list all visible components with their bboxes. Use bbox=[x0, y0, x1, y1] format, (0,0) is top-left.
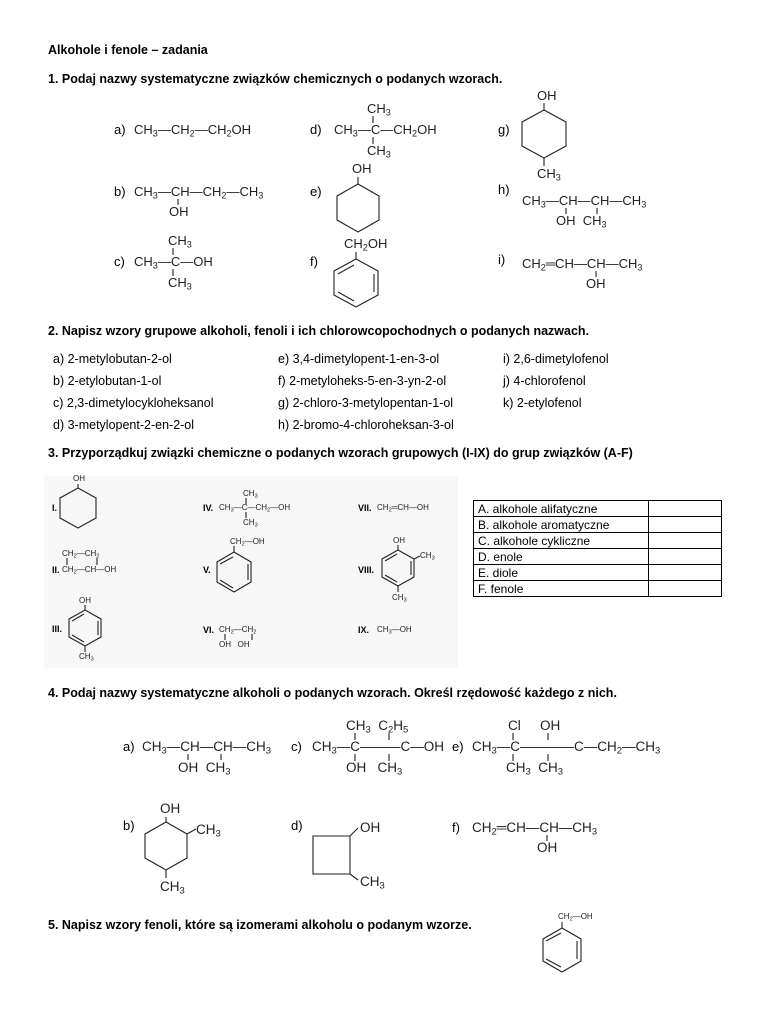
formula-4c-bottom: OH $CH_3$ bbox=[346, 760, 403, 778]
group-label: B. alkohole aromatyczne bbox=[474, 517, 649, 533]
formula-3VI: $CH_2—CH_2$ bbox=[219, 625, 257, 636]
formula-3VII: $CH_2═CH—OH$ bbox=[377, 503, 429, 514]
task1-letter-c: c) bbox=[114, 254, 125, 269]
formula-1h-subst: OH $CH_3$ bbox=[556, 213, 607, 230]
task2-item-e: e) 3,4-dimetylopent-1-en-3-ol bbox=[278, 352, 440, 366]
group-label: E. diole bbox=[474, 565, 649, 581]
task4-letter-a: a) bbox=[123, 739, 135, 754]
task3-numeral-V: V. bbox=[203, 565, 211, 575]
formula-4f: $CH_2═CH—CH—CH_3$ bbox=[472, 820, 598, 838]
answer-cell[interactable] bbox=[649, 581, 722, 597]
formula-1d-top: $CH_3$ bbox=[367, 101, 391, 118]
task1-letter-h: h) bbox=[498, 182, 510, 197]
formula-1d: $CH_3—C—CH_2OH$ bbox=[334, 122, 437, 139]
formula-1c: $CH_3—C—OH$ bbox=[134, 254, 213, 271]
task3-heading: 3. Przyporządkuj związki chemiczne o podanych wzorach grupowych (I-IX) do grup związków (A-F) bbox=[48, 446, 633, 460]
formula-4a-subst: OH $CH_3$ bbox=[178, 760, 231, 778]
formula-3VIII-ch3b: $CH_3$ bbox=[392, 593, 407, 604]
formula-1b: $CH_3—CH—CH_2—CH_3$ bbox=[134, 184, 264, 201]
task4-letter-c: c) bbox=[291, 739, 302, 754]
task3-numeral-II: II. bbox=[52, 565, 60, 575]
task3-groups-table bbox=[473, 500, 722, 597]
formula-4d-oh: OH bbox=[360, 820, 381, 835]
formula-1g-oh: OH bbox=[537, 88, 557, 103]
formula-4b-oh: OH bbox=[160, 801, 181, 816]
task1-letter-e: e) bbox=[310, 184, 322, 199]
task1-letter-g: g) bbox=[498, 122, 510, 137]
formula-3I-oh: OH bbox=[73, 474, 85, 483]
task2-item-d: d) 3-metylopent-2-en-2-ol bbox=[53, 418, 195, 432]
formula-3II-top: $CH_2—CH_2$ bbox=[62, 549, 100, 560]
formula-4b-ch3b: $CH_3$ bbox=[160, 879, 185, 897]
group-label: D. enole bbox=[474, 549, 649, 565]
formula-4e-oh: OH bbox=[540, 718, 561, 733]
table-row bbox=[474, 501, 722, 517]
task3-numeral-IV: IV. bbox=[203, 503, 214, 513]
task1-heading: 1. Podaj nazwy systematyczne związków chemicznych o podanych wzorach. bbox=[48, 72, 503, 86]
formula-3VIII-ch3a: $CH_3$ bbox=[420, 551, 435, 562]
formula-1h: $CH_3—CH—CH—CH_3$ bbox=[522, 193, 647, 210]
formula-4d-ch3: $CH_3$ bbox=[360, 874, 385, 892]
table-row bbox=[474, 549, 722, 565]
formula-3IV-top: $CH_3$ bbox=[243, 489, 258, 500]
table-row bbox=[474, 533, 722, 549]
task5-heading: 5. Napisz wzory fenoli, które są izomerami alkoholu o podanym wzorze. bbox=[48, 918, 472, 932]
formula-3V-ch2oh: $CH_2—OH$ bbox=[230, 537, 265, 548]
formula-4a: $CH_3—CH—CH—CH_3$ bbox=[142, 739, 271, 757]
task2-item-g: g) 2-chloro-3-metylopentan-1-ol bbox=[278, 396, 454, 410]
group-label: F. fenole bbox=[474, 581, 649, 597]
table-row bbox=[474, 565, 722, 581]
formula-1b-oh: OH bbox=[169, 204, 189, 219]
page-title: Alkohole i fenole – zadania bbox=[48, 43, 208, 57]
formula-1d-bottom: $CH_3$ bbox=[367, 143, 391, 160]
task4-letter-e: e) bbox=[452, 739, 464, 754]
task4-heading: 4. Podaj nazwy systematyczne alkoholi o podanych wzorach. Określ rzędowość każdego z nich. bbox=[48, 686, 617, 700]
task1-letter-a: a) bbox=[114, 122, 126, 137]
task2-item-k: k) 2-etylofenol bbox=[503, 396, 582, 410]
task1-letter-b: b) bbox=[114, 184, 126, 199]
formula-4f-oh: OH bbox=[537, 840, 558, 855]
formula-1c-bottom: $CH_3$ bbox=[168, 275, 192, 292]
task4-letter-d: d) bbox=[291, 818, 303, 833]
formula-1e-oh: OH bbox=[352, 161, 372, 176]
formula-3III-ch3: $CH_3$ bbox=[79, 652, 94, 663]
task2-item-b: b) 2-etylobutan-1-ol bbox=[53, 374, 162, 388]
task3-numeral-VIII: VIII. bbox=[358, 565, 375, 575]
task1-letter-i: i) bbox=[498, 252, 506, 267]
answer-cell[interactable] bbox=[649, 533, 722, 549]
group-label: C. alkohole cykliczne bbox=[474, 533, 649, 549]
formula-4e: $CH_3—C————C—CH_2—CH_3$ bbox=[472, 739, 661, 757]
task2-item-h: h) 2-bromo-4-chloroheksan-3-ol bbox=[278, 418, 454, 432]
formula-5-ch2oh: $CH_2—OH$ bbox=[558, 912, 593, 923]
formula-1c-top: $CH_3$ bbox=[168, 233, 192, 250]
task3-numeral-VII: VII. bbox=[358, 503, 372, 513]
task3-numeral-VI: VI. bbox=[203, 625, 215, 635]
task2-item-j: j) 4-chlorofenol bbox=[503, 374, 586, 388]
table-row bbox=[474, 581, 722, 597]
formula-3II-bottom: $CH_2—CH—OH$ bbox=[62, 565, 117, 576]
task3-numeral-IX: IX. bbox=[358, 625, 370, 635]
task1-letter-f: f) bbox=[310, 254, 318, 269]
formula-3IX: $CH_3—OH$ bbox=[377, 625, 412, 636]
task2-heading: 2. Napisz wzory grupowe alkoholi, fenoli i ich chlorowcopochodnych o podanych nazwach. bbox=[48, 324, 590, 338]
task3-numeral-I: I. bbox=[52, 503, 58, 513]
formula-1i: $CH_2═CH—CH—CH_3$ bbox=[522, 256, 643, 273]
table-row bbox=[474, 517, 722, 533]
task2-item-f: f) 2-metyloheks-5-en-3-yn-2-ol bbox=[278, 374, 447, 388]
task4-letter-f: f) bbox=[452, 820, 460, 835]
formula-3IV: $CH_3—C—CH_2—OH$ bbox=[219, 503, 291, 514]
formula-1g-ch3: $CH_3$ bbox=[537, 166, 561, 183]
answer-cell[interactable] bbox=[649, 565, 722, 581]
answer-cell[interactable] bbox=[649, 517, 722, 533]
formula-1a: $CH_3—CH_2—CH_2OH$ bbox=[134, 122, 252, 139]
group-label: A. alkohole alifatyczne bbox=[474, 501, 649, 517]
formula-4c: $CH_3—C———C—OH$ bbox=[312, 739, 444, 757]
formula-3IV-bottom: $CH_3$ bbox=[243, 518, 258, 529]
task4-letter-b: b) bbox=[123, 818, 135, 833]
formula-4b-ch3a: $CH_3$ bbox=[196, 822, 221, 840]
formula-1i-oh: OH bbox=[586, 276, 606, 291]
formula-1f-ch2oh: $CH_2OH$ bbox=[344, 236, 388, 253]
answer-cell[interactable] bbox=[649, 549, 722, 565]
answer-cell[interactable] bbox=[649, 501, 722, 517]
task2-item-c: c) 2,3-dimetylocykloheksanol bbox=[53, 396, 214, 410]
formula-3VI-oh: OH OH bbox=[219, 640, 250, 649]
formula-3III-oh: OH bbox=[79, 596, 91, 605]
task2-item-a: a) 2-metylobutan-2-ol bbox=[53, 352, 172, 366]
formula-4e-cl: Cl bbox=[508, 718, 521, 733]
formula-4c-top: $CH_3$ $C_2H_5$ bbox=[346, 718, 409, 736]
formula-4e-bottom: $CH_3$ $CH_3$ bbox=[506, 760, 563, 778]
ring-5 bbox=[0, 0, 1, 1]
task3-numeral-III: III. bbox=[52, 624, 63, 634]
task2-item-i: i) 2,6-dimetylofenol bbox=[503, 352, 609, 366]
formula-3VIII-oh: OH bbox=[393, 536, 405, 545]
task1-letter-d: d) bbox=[310, 122, 322, 137]
